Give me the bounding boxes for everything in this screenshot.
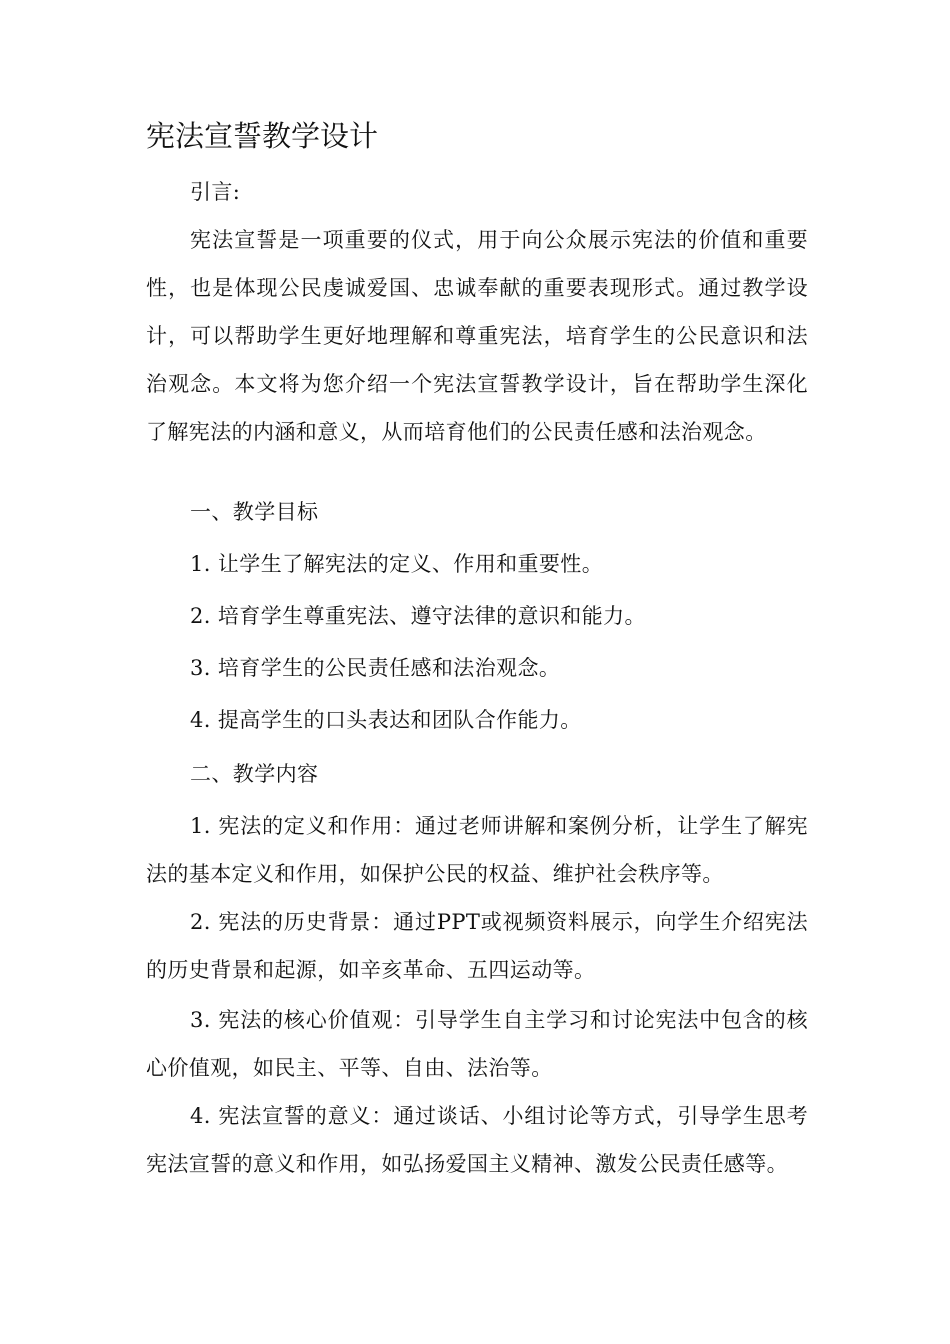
content-item: 2. 宪法的历史背景：通过PPT或视频资料展示，向学生介绍宪法的历史背景和起源，如辛亥革命、五四运动等。 xyxy=(146,910,808,982)
intro-heading: 引言: xyxy=(190,180,241,204)
section-heading-content: 二、教学内容 xyxy=(190,762,319,786)
content-item: 4. 宪法宣誓的意义：通过谈话、小组讨论等方式，引导学生思考宪法宣誓的意义和作用，如弘扬爱国主义精神、激发公民责任感等。 xyxy=(146,1104,808,1176)
objective-item: 2. 培育学生尊重宪法、遵守法律的意识和能力。 xyxy=(190,604,646,628)
section-heading-objectives: 一、教学目标 xyxy=(190,500,319,524)
objective-item: 1. 让学生了解宪法的定义、作用和重要性。 xyxy=(190,552,604,576)
objective-item: 3. 培育学生的公民责任感和法治观念。 xyxy=(190,656,561,680)
intro-paragraph: 宪法宣誓是一项重要的仪式，用于向公众展示宪法的价值和重要性，也是体现公民虔诚爱国、忠诚奉献的重要表现形式。通过教学设计，可以帮助学生更好地理解和尊重宪法，培育学生的公民意识和法治观念。本文将为您介绍一个宪法宣誓教学设计，旨在帮助学生深化了解宪法的内涵和意义，从而培育他们的公民责任感和法治观念。 xyxy=(146,228,808,444)
document-title: 宪法宣誓教学设计 xyxy=(146,119,379,153)
objective-item: 4. 提高学生的口头表达和团队合作能力。 xyxy=(190,708,582,732)
content-item: 1. 宪法的定义和作用：通过老师讲解和案例分析，让学生了解宪法的基本定义和作用，如保护公民的权益、维护社会秩序等。 xyxy=(146,814,808,886)
content-item: 3. 宪法的核心价值观：引导学生自主学习和讨论宪法中包含的核心价值观，如民主、平等、自由、法治等。 xyxy=(146,1008,808,1080)
